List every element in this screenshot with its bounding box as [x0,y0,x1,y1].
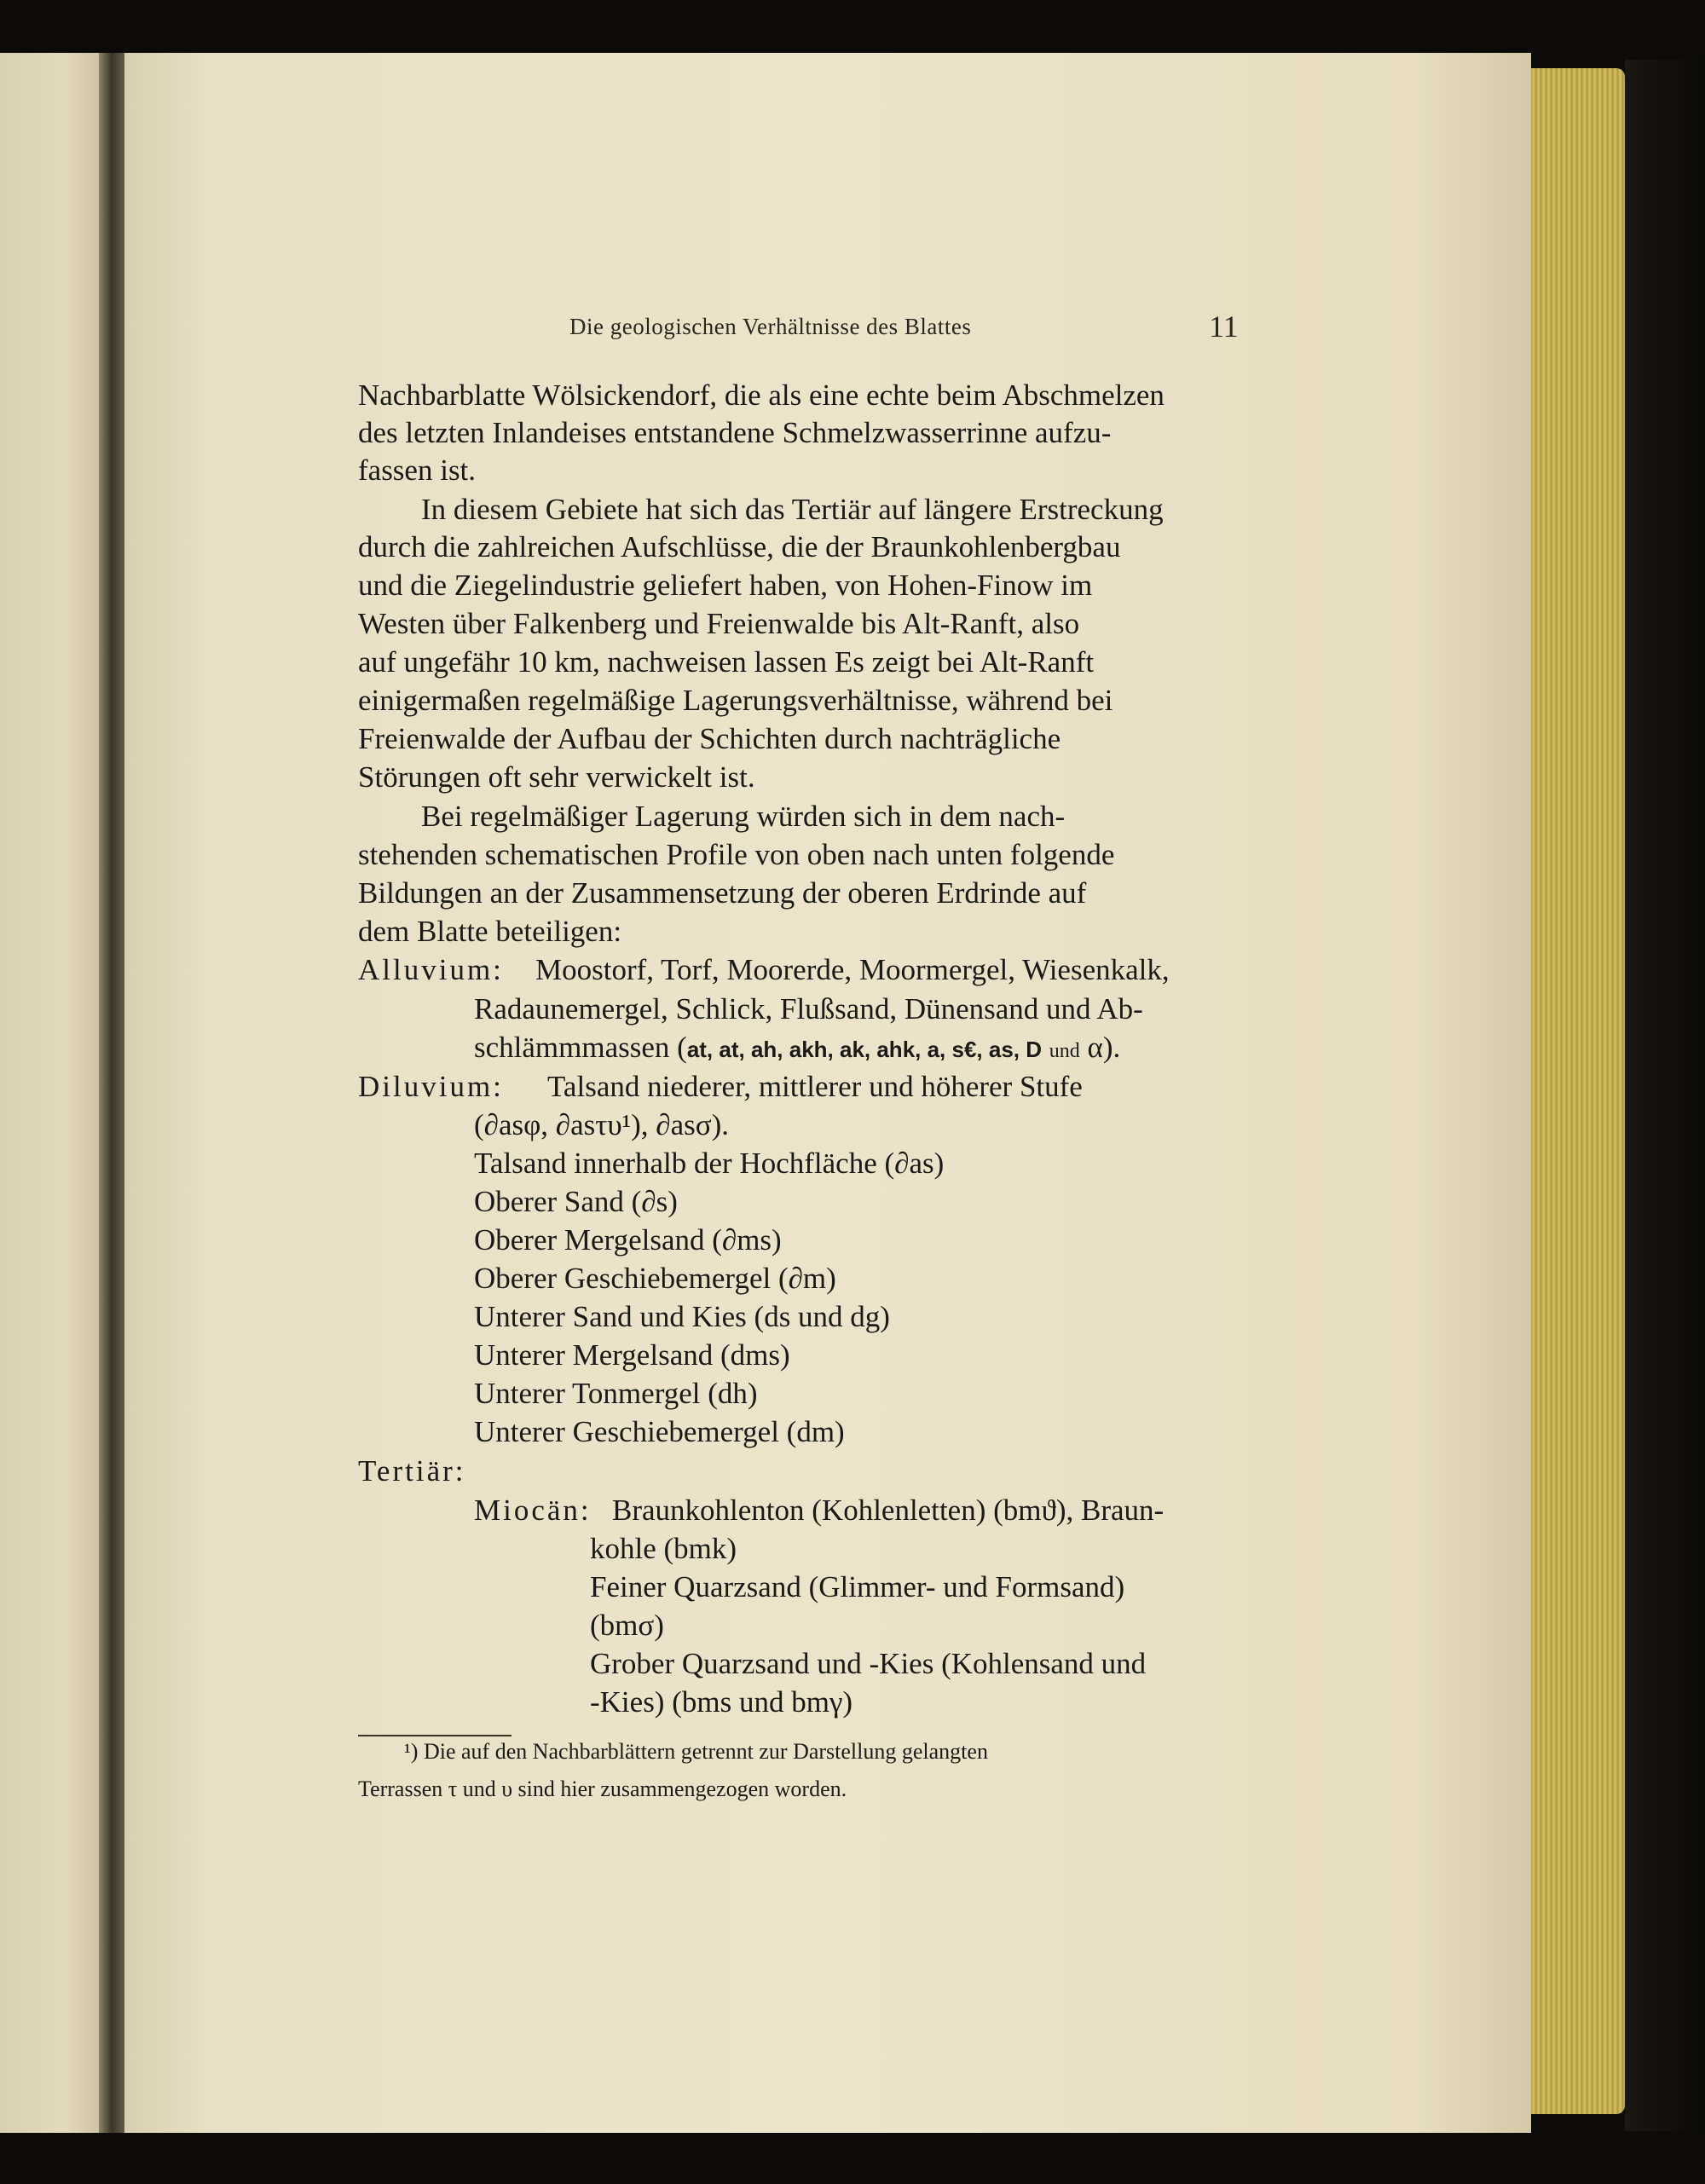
footnote-line-2: Terrassen τ und υ sind hier zusammengezogen worden. [358,1777,847,1801]
footnote-line-1: ¹) Die auf den Nachbarblättern getrennt zur Darstellung gelangten [404,1739,988,1764]
alluvium-line-2: Radaunemergel, Schlick, Flußsand, Dünensand und Ab- [474,992,1143,1026]
alluvium-label: Alluvium: [358,953,504,986]
diluvium-item: Unterer Mergelsand (dms) [474,1338,790,1372]
paragraph-2-line-2: durch die zahlreichen Aufschlüsse, die der Braunkohlenbergbau [358,530,1121,563]
diluvium-item: Unterer Geschiebemergel (dm) [474,1415,845,1448]
paragraph-3-line-3: Bildungen an der Zusammensetzung der oberen Erdrinde auf [358,876,1087,910]
page-number: 11 [1209,309,1239,344]
miocaen-line-2: kohle (bmk) [590,1532,737,1565]
miocaen-line-3: Feiner Quarzsand (Glimmer- und Formsand) [590,1570,1125,1603]
diluvium-line-2: (∂asφ, ∂asτυ¹), ∂asσ). [474,1108,730,1141]
miocaen-line-4: (bmσ) [590,1609,664,1642]
diluvium-label: Diluvium: [358,1070,504,1103]
paragraph-3-line-1: Bei regelmäßiger Lagerung würden sich in dem nach- [421,800,1066,833]
alluvium-line-1: Moostorf, Torf, Moorerde, Moormergel, Wiesenkalk, [535,953,1170,986]
miocaen-line-1: Braunkohlenton (Kohlenletten) (bmϑ), Braun- [612,1494,1165,1527]
paragraph-2-line-8: Störungen oft sehr verwickelt ist. [358,760,755,794]
alluvium-und: und [1049,1040,1080,1062]
alluvium-line-3 [474,1029,1120,1070]
paragraph-2-line-4: Westen über Falkenberg und Freienwalde bis Alt-Ranft, also [358,607,1080,640]
paragraph-2-line-5: auf ungefähr 10 km, nachweisen lassen Es zeigt bei Alt-Ranft [358,645,1095,679]
diluvium-item: Oberer Mergelsand (∂ms) [474,1223,782,1257]
alluvium-symbols: at, at, ah, akh, ak, ahk, a, s€, as, D [686,1037,1043,1062]
tertiaer-label: Tertiär: [358,1454,466,1488]
running-title: Die geologischen Verhältnisse des Blattes [569,314,972,339]
miocaen-line-6: -Kies) (bms und bmγ) [590,1685,853,1719]
miocaen-line-5: Grober Quarzsand und -Kies (Kohlensand und [590,1647,1147,1680]
paragraph-2-line-7: Freienwalde der Aufbau der Schichten durch nachträgliche [358,722,1061,755]
paragraph-1-line-1: Nachbarblatte Wölsickendorf, die als eine echte beim Abschmelzen [358,378,1165,412]
paragraph-1-line-2: des letzten Inlandeises entstandene Schmelzwasserrinne aufzu- [358,416,1112,449]
diluvium-item: Unterer Sand und Kies (ds und dg) [474,1300,890,1333]
paragraph-1-line-3: fassen ist. [358,454,477,487]
book-gutter [99,53,128,2133]
diluvium-item: Unterer Tonmergel (dh) [474,1377,758,1410]
paragraph-2-line-6: einigermaßen regelmäßige Lagerungsverhältnisse, während bei [358,684,1113,717]
paragraph-2-line-1: In diesem Gebiete hat sich das Tertiär auf längere Erstreckung [421,493,1164,526]
diluvium-item: Talsand innerhalb der Hochfläche (∂as) [474,1147,945,1180]
left-page-edge [0,53,109,2133]
footnote-rule [358,1735,512,1736]
miocaen-label: Miocän: [474,1494,592,1527]
paragraph-3-line-4: dem Blatte beteiligen: [358,915,622,948]
diluvium-item: Oberer Sand (∂s) [474,1185,678,1218]
paragraph-3-line-2: stehenden schematischen Profile von oben nach unten folgende [358,838,1115,871]
alluvium-line-3-end: α). [1087,1031,1121,1064]
alluvium-line-3-text: schlämmmassen ( [474,1031,687,1064]
paragraph-2-line-3: und die Ziegelindustrie geliefert haben, von Hohen-Finow im [358,569,1093,602]
diluvium-line-1: Talsand niederer, mittlerer und höherer Stufe [547,1070,1083,1103]
book-cover-edge [1625,60,1705,2131]
diluvium-item: Oberer Geschiebemergel (∂m) [474,1262,836,1295]
gilt-page-edges [1531,68,1625,2114]
